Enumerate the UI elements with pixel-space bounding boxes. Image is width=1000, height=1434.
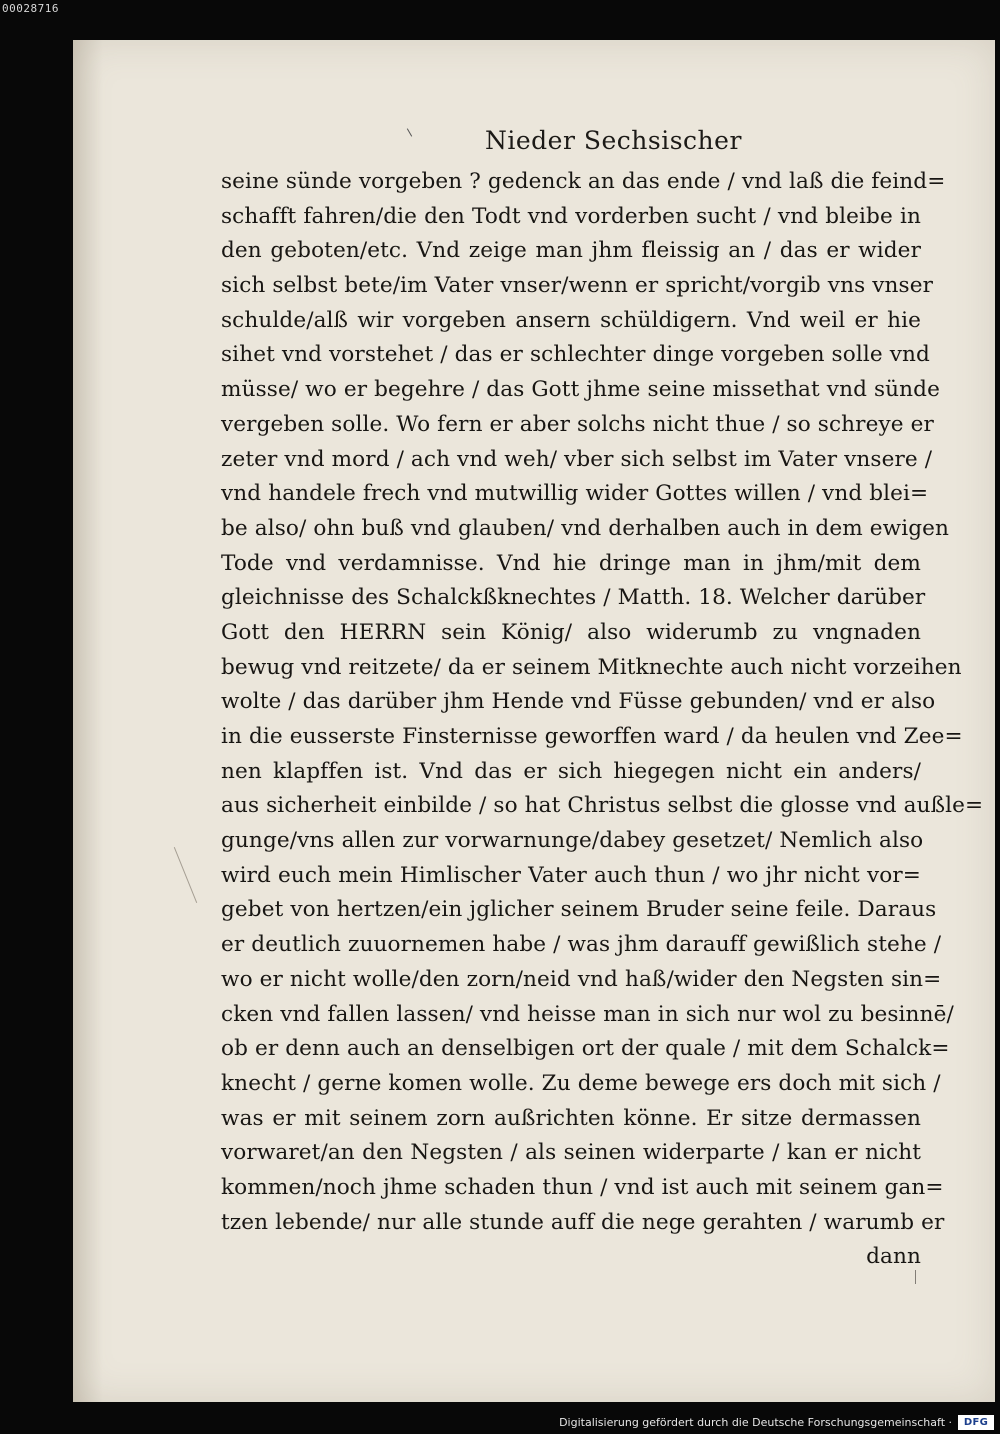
text-line: schulde/alß wir vorgeben ansern schüldigern. Vnd weil er hie: [221, 307, 921, 333]
text-line: kommen/noch jhme schaden thun / vnd ist auch mit seinem gan=: [221, 1174, 944, 1200]
text-line: ob er denn auch an denselbigen ort der quale / mit dem Schalck=: [221, 1036, 950, 1062]
text-line: wird euch mein Himlischer Vater auch thun / wo jhr nicht vor=: [221, 862, 921, 888]
text-line: wo er nicht wolle/den zorn/neid vnd haß/wider den Negsten sin=: [221, 966, 942, 992]
text-line: cken vnd fallen lassen/ vnd heisse man in sich nur wol zu besinnē/: [221, 1001, 954, 1027]
text-line: knecht / gerne komen wolle. Zu deme bewege ers doch mit sich /: [221, 1070, 941, 1096]
text-line: schafft fahren/die den Todt vnd vorderben sucht / vnd bleibe in: [221, 203, 921, 229]
text-line: den geboten/etc. Vnd zeige man jhm fleissig an / das er wider: [221, 238, 921, 264]
text-line: sich selbst bete/im Vater vnser/wenn er spricht/vorgib vns vnser: [221, 273, 934, 299]
scan-id-label: 00028716: [2, 2, 59, 15]
text-line: müsse/ wo er begehre / das Gott jhme seine missethat vnd sünde: [221, 377, 940, 403]
text-line: er deutlich zuuornemen habe / was jhm darauff gewißlich stehe /: [221, 932, 942, 958]
text-line: was er mit seinem zorn außrichten könne. Er sitze dermassen: [221, 1105, 921, 1131]
text-line: zeter vnd mord / ach vnd weh/ vber sich selbst im Vater vnsere /: [221, 446, 933, 472]
text-line: Gott den HERRN sein König/ also widerumb zu vngnaden: [221, 619, 921, 645]
text-line: tzen lebende/ nur alle stunde auff die nege gerahten / warumb er: [221, 1209, 945, 1235]
text-line: vnd handele frech vnd mutwillig wider Gottes willen / vnd blei=: [221, 481, 929, 507]
digitization-credit: Digitalisierung gefördert durch die Deutsche Forschungsgemeinschaft ·: [559, 1416, 952, 1429]
text-line: bewug vnd reitzete/ da er seinem Mitknechte auch nicht vorzeihen: [221, 654, 962, 680]
text-line: wolte / das darüber jhm Hende vnd Füsse gebunden/ vnd er also: [221, 689, 936, 715]
text-line: seine sünde vorgeben ? gedenck an das ende / vnd laß die feind=: [221, 169, 946, 194]
ink-tick-mark: [407, 128, 412, 136]
text-line: nen klapffen ist. Vnd das er sich hiegegen nicht ein anders/: [221, 758, 921, 784]
text-line: aus sicherheit einbilde / so hat Christus selbst die glosse vnd außle=: [221, 793, 984, 819]
ink-speck: [915, 1270, 916, 1284]
text-line: gebet von hertzen/ein jglicher seinem Bruder seine feile. Daraus: [221, 897, 937, 923]
running-head: Nieder Sechsischer: [485, 126, 742, 155]
text-line: be also/ ohn buß vnd glauben/ vnd derhalben auch in dem ewigen: [221, 515, 950, 541]
text-line: sihet vnd vorstehet / das er schlechter dinge vorgeben solle vnd: [221, 342, 930, 368]
body-text: [221, 165, 984, 1275]
text-line: vergeben solle. Wo fern er aber solchs nicht thue / so schreye er: [221, 411, 934, 437]
dfg-logo: DFG: [958, 1415, 994, 1430]
text-line: gleichnisse des Schalckßknechtes / Matth. 18. Welcher darüber: [221, 585, 926, 611]
text-line: gunge/vns allen zur vorwarnunge/dabey gesetzet/ Nemlich also: [221, 828, 924, 854]
book-page: [73, 40, 995, 1402]
margin-pencil-mark: [174, 847, 197, 903]
catchword: dann: [866, 1244, 921, 1270]
text-line: vorwaret/an den Negsten / als seinen widerparte / kan er nicht: [221, 1140, 921, 1166]
text-line: Tode vnd verdamnisse. Vnd hie dringe man in jhm/mit dem: [221, 550, 921, 576]
text-line: in die eusserste Finsternisse geworffen ward / da heulen vnd Zee=: [221, 724, 963, 749]
